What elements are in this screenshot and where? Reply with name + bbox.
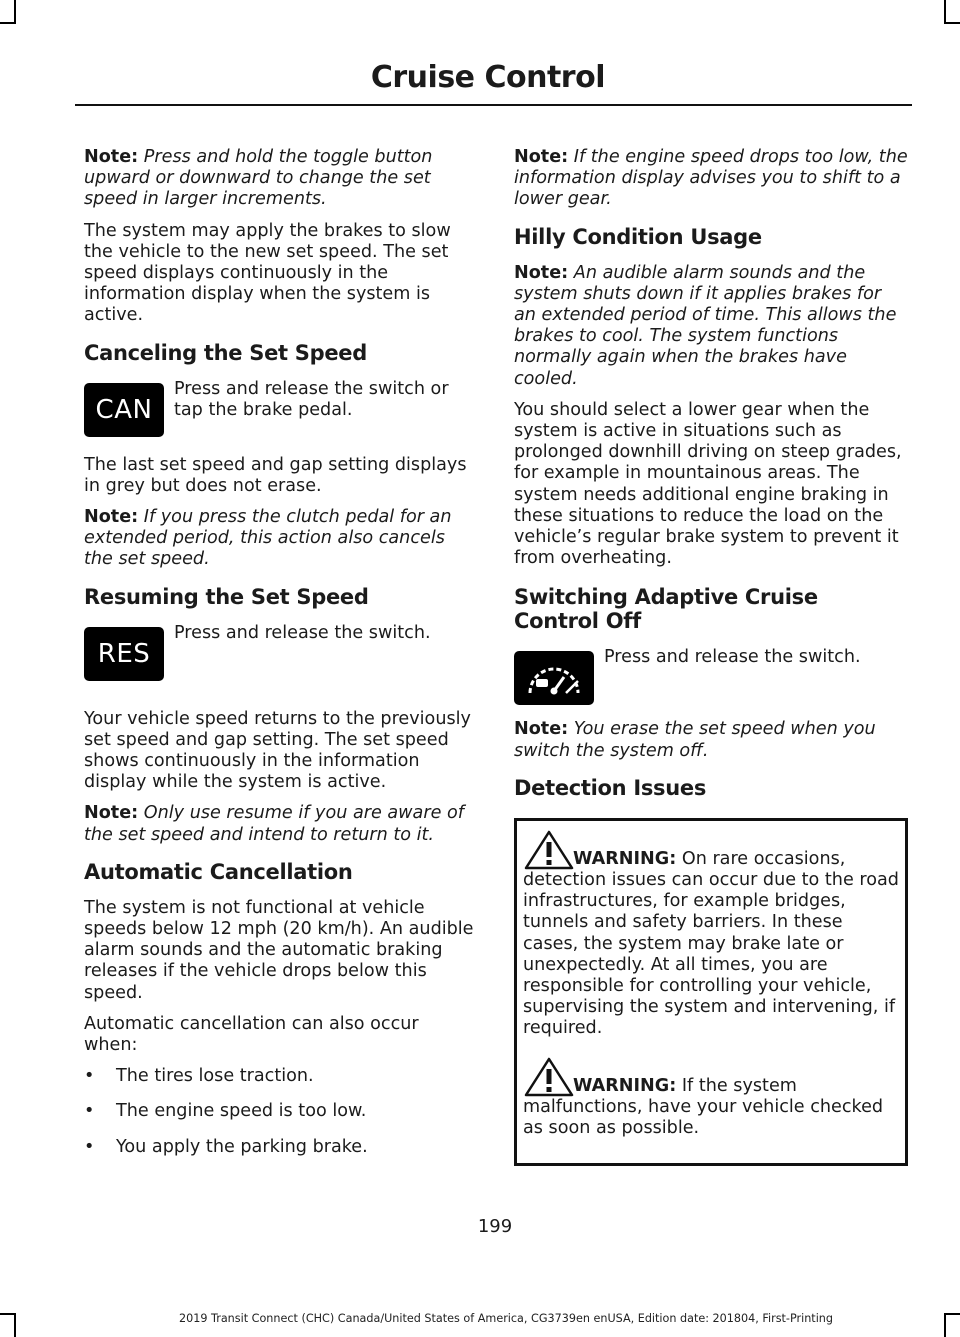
note-label: Note: (514, 262, 569, 283)
off-instruction (514, 647, 908, 713)
warning (523, 1076, 901, 1140)
note (84, 147, 476, 211)
page-title: Cruise Control (370, 60, 605, 95)
note-text: Only use resume if you are aware of the set speed and intend to return to it. (84, 803, 464, 845)
section-heading: Switching Adaptive Cruise Control Off (514, 585, 818, 634)
warning-box (514, 818, 908, 1166)
cancel-instruction (84, 379, 476, 449)
warning (523, 849, 901, 1040)
list-item (84, 1137, 476, 1158)
cancel-switch-icon: CAN (84, 383, 164, 437)
bullet-icon: • (84, 1101, 95, 1122)
paragraph: The last set speed and gap setting displays in grey but does not erase. (84, 454, 467, 496)
warning-triangle-icon (523, 829, 575, 871)
warning-label: WARNING: (573, 1075, 677, 1096)
note-label: Note: (514, 719, 569, 740)
page-number: 199 (477, 1216, 513, 1237)
list-item (84, 1101, 476, 1122)
instruction-text: Press and release the switch. (604, 647, 861, 668)
footer-text: 2019 Transit Connect (CHC) Canada/United States of America, CG3739en enUSA, Edition date: 201804, First-Printing (179, 1312, 833, 1325)
right-column (514, 147, 908, 1166)
warning-text: If the system malfunctions, have your vehicle checked as soon as possible. (523, 1075, 884, 1139)
left-column (84, 147, 476, 1172)
section-heading: Canceling the Set Speed (84, 340, 367, 365)
section-heading: Hilly Condition Usage (514, 224, 762, 249)
list-item (84, 1066, 476, 1087)
note-label: Note: (514, 147, 569, 167)
paragraph: You should select a lower gear when the system is active in situations such as prolonged downhill driving on steep grades, for example in mountainous areas. The system needs additional engine braking in these situations to reduce the load on the vehicle’s regular brake system to prevent it from overheating. (514, 399, 902, 569)
note (84, 507, 476, 571)
note-text: An audible alarm sounds and the system shuts down if it applies brakes for an extended period of time. This allows the brakes to cool. The system functions normally again when the brakes have cooled. (514, 262, 897, 389)
crop-mark (944, 0, 946, 22)
warning-text: On rare occasions, detection issues can occur due to the road infrastructures, for example bridges, tunnels and safety barriers. In these cases, the system may brake late or unexpectedly. At all times, you are responsible for controlling your vehicle, supervising the system and intervening, if required. (523, 848, 899, 1039)
crop-mark (14, 0, 16, 22)
section-heading: Resuming the Set Speed (84, 584, 369, 609)
header-rule (75, 104, 912, 106)
bullet-list (84, 1066, 476, 1158)
note-label: Note: (84, 147, 139, 167)
section-heading: Detection Issues (514, 775, 707, 800)
resume-instruction (84, 623, 476, 703)
crop-mark (944, 22, 960, 24)
note-text: You erase the set speed when you switch the system off. (514, 719, 876, 761)
paragraph: The system may apply the brakes to slow the vehicle to the new set speed. The set speed displays continuously in the information display when the system is active. (84, 220, 451, 326)
paragraph: The system is not functional at vehicle speeds below 12 mph (20 km/h). An audible alarm sounds and the automatic braking releases if the vehicle drops below this speed. (84, 897, 474, 1003)
warning-triangle-icon (523, 1056, 575, 1098)
list-item-text: The tires lose traction. (116, 1066, 314, 1087)
note-label: Note: (84, 507, 139, 528)
resume-switch-icon: RES (84, 627, 164, 681)
note-text: If you press the clutch pedal for an extended period, this action also cancels the set speed. (84, 507, 452, 570)
instruction-text: Press and release the switch or tap the brake pedal. (174, 378, 449, 420)
bullet-icon: • (84, 1066, 95, 1087)
note-text: Press and hold the toggle button upward or downward to change the set speed in larger increments. (84, 147, 433, 210)
speedometer-car-icon (522, 657, 586, 699)
adaptive-cruise-icon (514, 651, 594, 705)
note (514, 147, 908, 211)
warning-label: WARNING: (573, 848, 677, 869)
list-item-text: The engine speed is too low. (116, 1101, 367, 1122)
instruction-text: Press and release the switch. (174, 622, 431, 643)
section-heading: Automatic Cancellation (84, 859, 353, 884)
paragraph: Your vehicle speed returns to the previously set speed and gap setting. The set speed shows continuously in the information display while the system is active. (84, 708, 471, 793)
note (84, 803, 476, 845)
paragraph: Automatic cancellation can also occur when: (84, 1013, 419, 1056)
note-text: If the engine speed drops too low, the information display advises you to shift to a lower gear. (514, 147, 908, 210)
list-item-text: You apply the parking brake. (116, 1136, 368, 1157)
crop-mark (0, 22, 16, 24)
note (514, 263, 908, 390)
note-label: Note: (84, 803, 139, 824)
bullet-icon: • (84, 1136, 95, 1157)
note (514, 719, 908, 761)
